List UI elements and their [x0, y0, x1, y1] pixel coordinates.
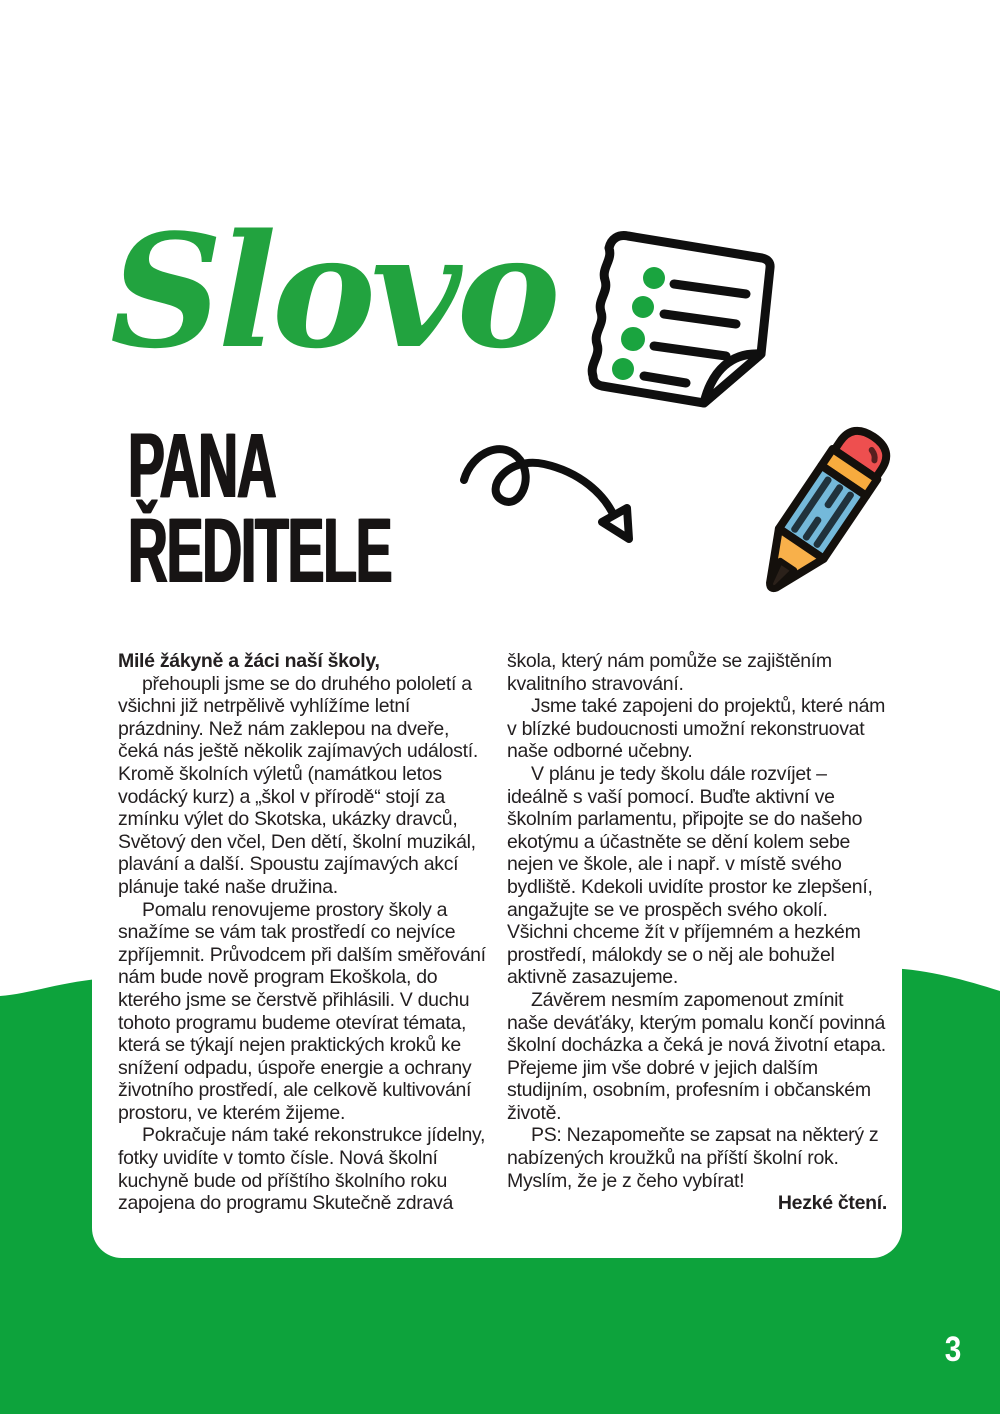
page-title-script: Slovo — [110, 200, 556, 383]
paragraph-rozvoj: V plánu je tedy školu dále rozvíjet – ideálně s vaší pomocí. Buďte aktivní ve školním parlamentu, připojte se do našeho ekotýmu a účastněte se dění kolem sebe nejen ve škole, ale i např. v místě svého bydliště. Kdekoli uvidíte prostor ke zlepšení, angažujte se ve prospěch svého okolí. Všichni chceme žít v příjemném a hezkém prostředí, málokdy se o něj ale bohužel aktivně zasazujeme. — [507, 762, 873, 989]
salutation: Milé žákyně a žáci naší školy, — [118, 650, 380, 672]
paragraph-renovace: Pomalu renovujeme prostory školy a snažíme se vám tak prostředí co nejvíce zpříjemnit. Průvodcem při dalším směřování nám bude nově program Ekoškola, do kterého jsme se čerstvě přihlásili. V duchu tohoto programu budeme otevírat témata, která se týkají nejen praktických kroků ke snížení odpadu, úspoře energie a ochrany životního prostředí, ale celkově kultivování prostoru, ve kterém žijeme. — [118, 898, 486, 1124]
signoff: Hezké čtení. — [777, 1192, 887, 1215]
article-column-left — [118, 650, 486, 1215]
paragraph-ps: PS: Nezapomeňte se zapsat na některý z nabízených kroužků na příští školní rok. Myslím, že je z čeho vybírat! — [507, 1124, 879, 1192]
page-title-block — [128, 415, 392, 602]
page-title-line-reditele: ŘEDITELE — [128, 499, 392, 602]
page-title-line-pana: PANA — [128, 415, 276, 517]
arrow-doodle-icon — [456, 436, 646, 551]
paragraph-intro: přehoupli jsme se do druhého pololetí a všichni již netrpělivě vyhlížíme letní prázdniny. Než nám zaklepou na dveře, čeká nás ještě několik zajímavých událostí. Kromě školních výletů (namátkou letos vodácký kurz) a „škol v přírodě“ stojí za zmínku výlet do Skotska, ukázky dravců, Světový den včel, Den dětí, školní muzikál, plavání a další. Spoustu zajímavých akcí plánuje také naše družina. — [118, 672, 478, 898]
page-number: 3 — [944, 1330, 962, 1369]
paragraph-jidelna-continued: škola, který nám pomůže se zajištěním kvalitního stravování. — [507, 650, 832, 695]
paragraph-devataci: Závěrem nesmím zapomenout zmínit naše deváťáky, kterým pomalu končí povinná školní docházka a čeká je nová životní etapa. Přejeme jim vše dobré v jejich dalším studijním, osobním, profesním i občanském životě. — [507, 988, 886, 1124]
pencil-icon — [742, 408, 902, 618]
article-column-right — [507, 650, 887, 1215]
paragraph-jidelna: Pokračuje nám také rekonstrukce jídelny, fotky uvidíte v tomto čísle. Nová školní kuchyně bude od příštího školního roku zapojena do programu Skutečně zdravá — [118, 1124, 486, 1215]
checklist-note-icon — [566, 220, 778, 408]
paragraph-projekty: Jsme také zapojeni do projektů, které nám v blízké budoucnosti umožní rekonstruovat naše odborné učebny. — [507, 695, 886, 763]
